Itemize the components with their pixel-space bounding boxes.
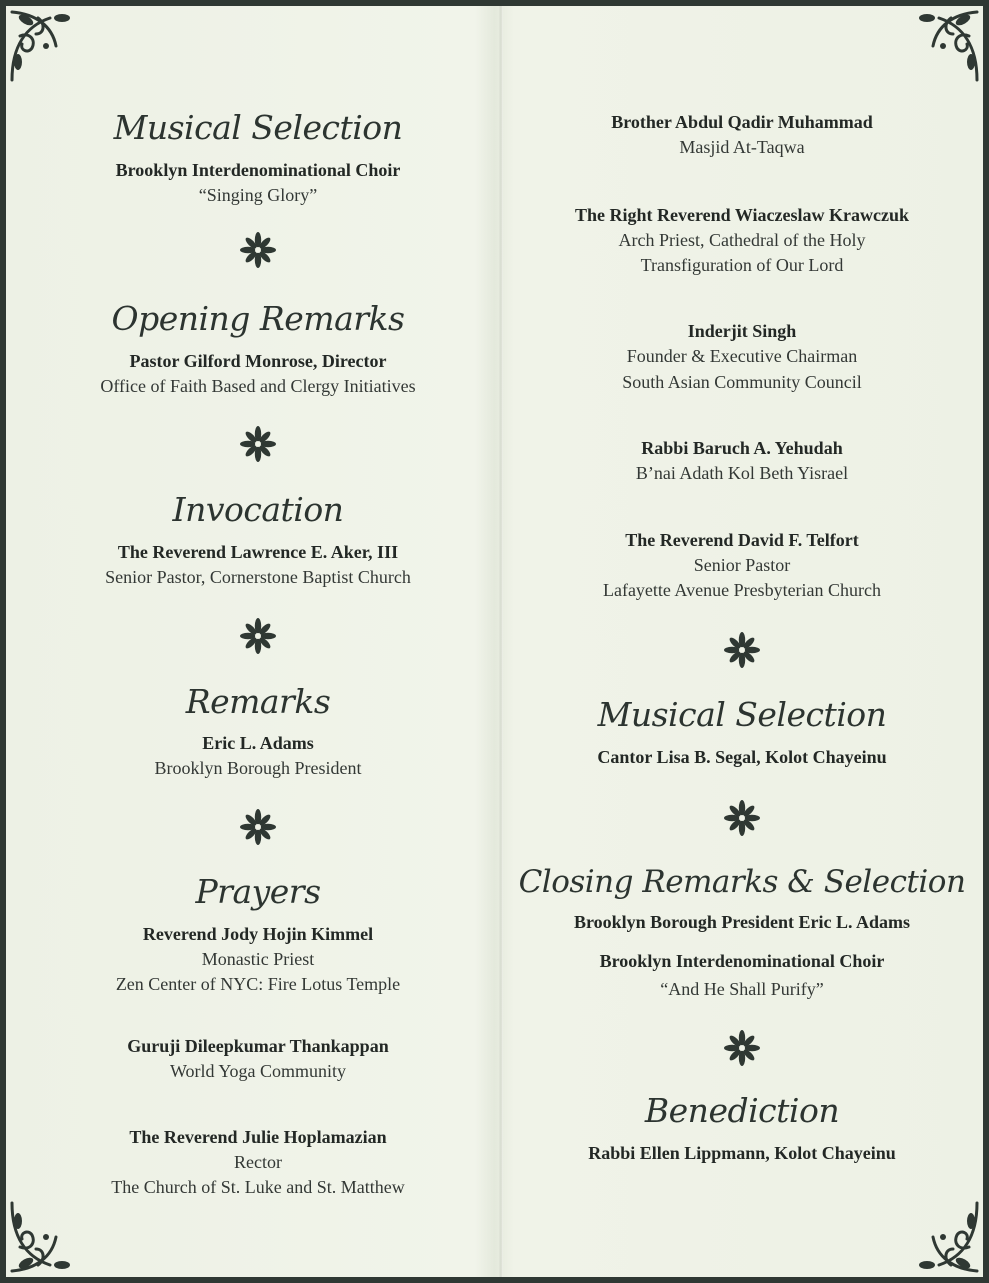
opening-remarks-heading: Opening Remarks	[111, 299, 405, 338]
speaker-title: Founder & Executive Chairman	[626, 346, 858, 366]
speaker-title: Rector	[234, 1152, 282, 1172]
speaker-organization: B’nai Adath Kol Beth Yisrael	[635, 463, 849, 483]
speaker-name: Eric L. Adams	[202, 733, 314, 753]
floral-ornament-icon	[240, 618, 276, 654]
floral-ornament-icon	[240, 232, 276, 268]
speaker-name: Pastor Gilford Monrose, Director	[129, 351, 387, 371]
speaker-name: The Reverend David F. Telfort	[625, 530, 859, 550]
speaker-name: Rabbi Baruch A. Yehudah	[641, 438, 843, 458]
speaker-title: Office of Faith Based and Clergy Initiatives	[100, 376, 416, 396]
floral-ornament-icon	[724, 632, 760, 668]
performer-name: Cantor Lisa B. Segal, Kolot Chayeinu	[597, 747, 887, 767]
performer-name: Brooklyn Interdenominational Choir	[115, 160, 401, 180]
speaker-organization: Lafayette Avenue Presbyterian Church	[602, 580, 882, 600]
speaker-name: Rabbi Ellen Lippmann, Kolot Chayeinu	[588, 1143, 896, 1163]
corner-flourish-icon	[6, 6, 86, 86]
performer-name: Brooklyn Interdenominational Choir	[599, 951, 885, 971]
speaker-name: The Reverend Julie Hoplamazian	[129, 1127, 387, 1147]
speaker-name: Guruji Dileepkumar Thankappan	[127, 1036, 389, 1056]
remarks-heading: Remarks	[185, 682, 331, 721]
speaker-title: Arch Priest, Cathedral of the Holy	[618, 230, 866, 250]
invocation-heading: Invocation	[172, 490, 344, 529]
floral-ornament-icon	[724, 800, 760, 836]
musical-selection-heading: Musical Selection	[597, 695, 887, 734]
speaker-title: Senior Pastor	[693, 555, 791, 575]
speaker-name: The Right Reverend Wiaczeslaw Krawczuk	[575, 205, 909, 225]
speaker-name: Reverend Jody Hojin Kimmel	[142, 924, 374, 944]
closing-remarks-heading: Closing Remarks & Selection	[518, 864, 966, 900]
speaker-title: Senior Pastor, Cornerstone Baptist Church	[105, 567, 411, 587]
speaker-name: Brooklyn Borough President Eric L. Adams	[573, 912, 911, 932]
benediction-heading: Benediction	[644, 1091, 840, 1130]
speaker-title: Monastic Priest	[201, 949, 315, 969]
song-title: “And He Shall Purify”	[660, 979, 824, 999]
musical-selection-heading: Musical Selection	[113, 108, 403, 147]
speaker-organization: South Asian Community Council	[622, 372, 862, 392]
speaker-organization: Transfiguration of Our Lord	[640, 255, 844, 275]
speaker-name: Inderjit Singh	[687, 321, 797, 341]
song-title: “Singing Glory”	[198, 185, 318, 205]
floral-ornament-icon	[240, 809, 276, 845]
speaker-name: The Reverend Lawrence E. Aker, III	[117, 542, 399, 562]
floral-ornament-icon	[240, 426, 276, 462]
speaker-organization: World Yoga Community	[169, 1061, 347, 1081]
corner-flourish-icon	[903, 1197, 983, 1277]
speaker-organization: The Church of St. Luke and St. Matthew	[111, 1177, 405, 1197]
corner-flourish-icon	[6, 1197, 86, 1277]
corner-flourish-icon	[903, 6, 983, 86]
speaker-name: Brother Abdul Qadir Muhammad	[611, 112, 873, 132]
floral-ornament-icon	[724, 1030, 760, 1066]
speaker-title: Brooklyn Borough President	[154, 758, 362, 778]
speaker-organization: Masjid At-Taqwa	[679, 137, 805, 157]
speaker-organization: Zen Center of NYC: Fire Lotus Temple	[115, 974, 401, 994]
prayers-heading: Prayers	[195, 872, 321, 911]
